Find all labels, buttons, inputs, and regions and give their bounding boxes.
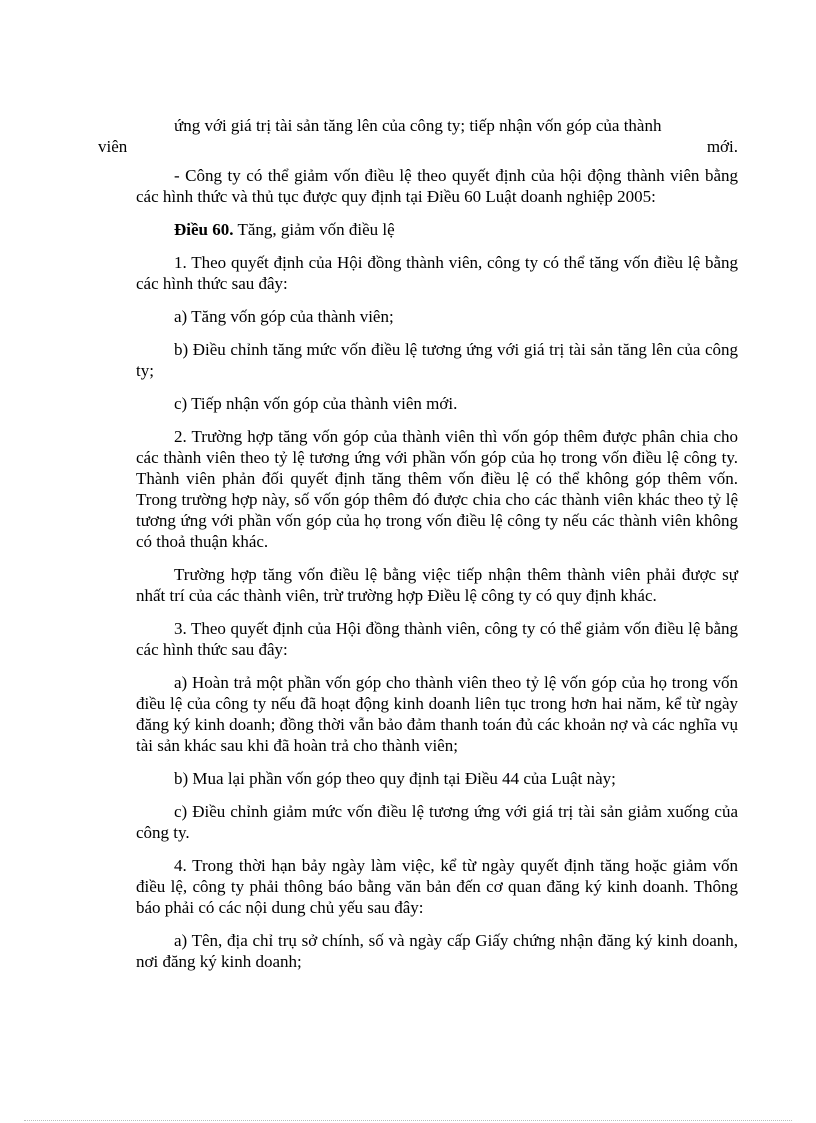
page-bottom-divider xyxy=(24,1120,792,1121)
clause-4-a: a) Tên, địa chỉ trụ sở chính, số và ngày cấp Giấy chứng nhận đăng ký kinh doanh, nơi đăng ký kinh doanh; xyxy=(136,931,738,971)
clause-1: 1. Theo quyết định của Hội đồng thành viên, công ty có thể tăng vốn điều lệ bằng các hình thức sau đây: xyxy=(136,253,738,293)
clause-1-b: b) Điều chỉnh tăng mức vốn điều lệ tương ứng với giá trị tài sản tăng lên của công ty; xyxy=(136,340,738,380)
clause-4: 4. Trong thời hạn bảy ngày làm việc, kể từ ngày quyết định tăng hoặc giảm vốn điều lệ, công ty phải thông báo bằng văn bản đến cơ quan đăng ký kinh doanh. Thông báo phải có các nội dung chủ yếu sau đây: xyxy=(136,856,738,917)
clause-3-c: c) Điều chỉnh giảm mức vốn điều lệ tương ứng với giá trị tài sản giảm xuống của công ty. xyxy=(136,802,738,842)
article-label: Điều 60. xyxy=(174,220,234,239)
continued-line-2-right: mới. xyxy=(706,137,738,156)
clause-1-c: c) Tiếp nhận vốn góp của thành viên mới. xyxy=(174,394,458,413)
article-heading xyxy=(136,219,738,240)
document-body xyxy=(98,115,738,984)
clause-2: 2. Trường hợp tăng vốn góp của thành viên thì vốn góp thêm được phân chia cho các thành viên theo tỷ lệ tương ứng với phần vốn góp của họ trong vốn điều lệ công ty. Thành viên phản đối quyết định tăng thêm vốn điều lệ có thể không góp thêm vốn. Trong trường hợp này, số vốn góp thêm đó được chia cho các thành viên khác theo tỷ lệ tương ứng với phần vốn góp của họ trong vốn điều lệ công ty nếu các thành viên không có thoả thuận khác. xyxy=(136,427,738,551)
paragraph-reduce-capital: - Công ty có thể giảm vốn điều lệ theo quyết định của hội động thành viên bằng các hình thức và thủ tục được quy định tại Điều 60 Luật doanh nghiệp 2005: xyxy=(136,166,738,206)
clause-2-extra: Trường hợp tăng vốn điều lệ bằng việc tiếp nhận thêm thành viên phải được sự nhất trí của các thành viên, trừ trường hợp Điều lệ công ty có quy định khác. xyxy=(136,565,738,605)
clause-1-a: a) Tăng vốn góp của thành viên; xyxy=(174,307,394,326)
continued-line-2-left: viên xyxy=(98,137,128,156)
continued-paragraph xyxy=(98,115,738,157)
clause-3: 3. Theo quyết định của Hội đồng thành viên, công ty có thể giảm vốn điều lệ bằng các hình thức sau đây: xyxy=(136,619,738,659)
article-title: Tăng, giảm vốn điều lệ xyxy=(237,220,395,239)
continued-line-1: ứng với giá trị tài sản tăng lên của công ty; tiếp nhận vốn góp của thành xyxy=(174,116,662,135)
continued-line-2 xyxy=(98,136,738,157)
clause-3-a: a) Hoàn trả một phần vốn góp cho thành viên theo tỷ lệ vốn góp của họ trong vốn điều lệ của công ty nếu đã hoạt động kinh doanh liên tục trong hơn hai năm, kể từ ngày đăng ký kinh doanh; đồng thời vẫn bảo đảm thanh toán đủ các khoản nợ và các nghĩa vụ tài sản khác sau khi đã hoàn trả cho thành viên; xyxy=(136,673,738,755)
clause-3-b: b) Mua lại phần vốn góp theo quy định tại Điều 44 của Luật này; xyxy=(174,769,616,788)
